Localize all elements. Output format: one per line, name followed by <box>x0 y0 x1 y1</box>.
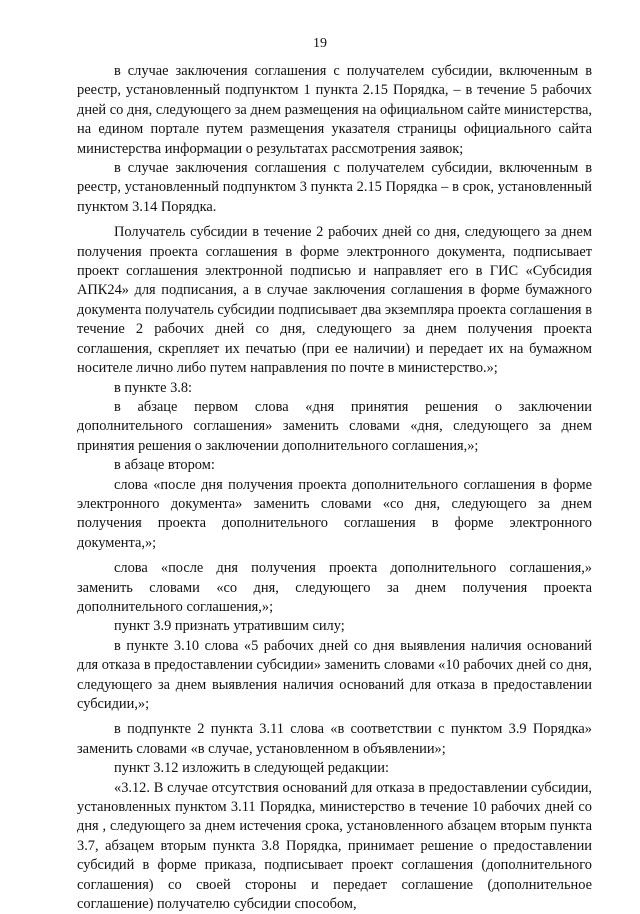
paragraph-item-3-8-second: в абзаце втором: <box>114 457 215 474</box>
paragraph-words-electronic: слова «после дня получения проекта дополнительного соглашения в форме электронного документа» заменить словами «со дня, следующего за днем получения проекта дополнительного соглашения в форме электронного документа,»; <box>77 476 592 551</box>
document-body <box>77 62 592 914</box>
paragraph-contract-registry-3: в случае заключения соглашения с получателем субсидии, включенным в реестр, установленный подпунктом 3 пункта 2.15 Порядка – в срок, установленный пунктом 3.14 Порядка. <box>77 160 592 215</box>
page-number: 19 <box>313 36 327 51</box>
paragraph-item-3-8-first: в абзаце первом слова «дня принятия решения о заключении дополнительного соглашения» заменить словами «дня, следующего за днем принятия решения о заключении дополнительного соглашения,»; <box>77 398 592 454</box>
paragraph-words-additional: слова «после дня получения проекта дополнительного соглашения,» заменить словами «со дня, следующего за днем получения проекта дополнительного соглашения,»; <box>77 560 592 615</box>
paragraph-contract-registry-1: в случае заключения соглашения с получателем субсидии, включенным в реестр, установленный подпунктом 1 пункта 2.15 Порядка, – в течение 5 рабочих дней со дня, следующего за днем размещения на официальном сайте министерства, на едином портале путем размещения указателя страницы официального сайта министерства информации о результатах рассмотрения заявок; <box>77 63 592 157</box>
paragraph-item-3-11: в подпункте 2 пункта 3.11 слова «в соответствии с пунктом 3.9 Порядка» заменить словами «в случае, установленном в объявлении»; <box>77 721 592 757</box>
paragraph-item-3-9: пункт 3.9 признать утратившим силу; <box>114 618 345 635</box>
paragraph-item-3-8: в пункте 3.8: <box>114 379 193 396</box>
paragraph-item-3-12-text: «3.12. В случае отсутствия оснований для отказа в предоставлении субсидии, установленных пунктом 3.11 Порядка, министерство в течение 10 рабочих дней со дня , следующего за днем истечения срока, установленного абзацем вторым пункта 3.7, абзацем вторым пункта 3.8 Порядка, принимает решение о предоставлении субсидий в форме приказа, подписывает проект соглашения (дополнительного соглашения) со своей стороны и передает соглашение (дополнительное соглашение) получателю субсидии способом, <box>77 779 592 913</box>
paragraph-recipient-signing: Получатель субсидии в течение 2 рабочих дней со дня, следующего за днем получения проекта соглашения в форме электронного документа, подписывает проект соглашения электронной подписью и направляет его в ГИС «Субсидия АПК24» для подписания, а в случае заключения соглашения в форме бумажного документа получатель субсидии подписывает два экземпляра проекта соглашения в течение 2 рабочих дней со дня, следующего за днем получения проекта соглашения, скрепляет их печатью (при ее наличии) и передает их на бумажном носителе лично либо путем направления по почте в министерство.»; <box>77 224 592 377</box>
paragraph-item-3-10: в пункте 3.10 слова «5 рабочих дней со дня выявления наличия оснований для отказа в предоставлении субсидии» заменить словами «10 рабочих дней со дня, следующего за днем выявления наличия оснований для отказа в предоставлении субсидии,»; <box>77 637 592 712</box>
paragraph-item-3-12-intro: пункт 3.12 изложить в следующей редакции: <box>114 760 389 777</box>
